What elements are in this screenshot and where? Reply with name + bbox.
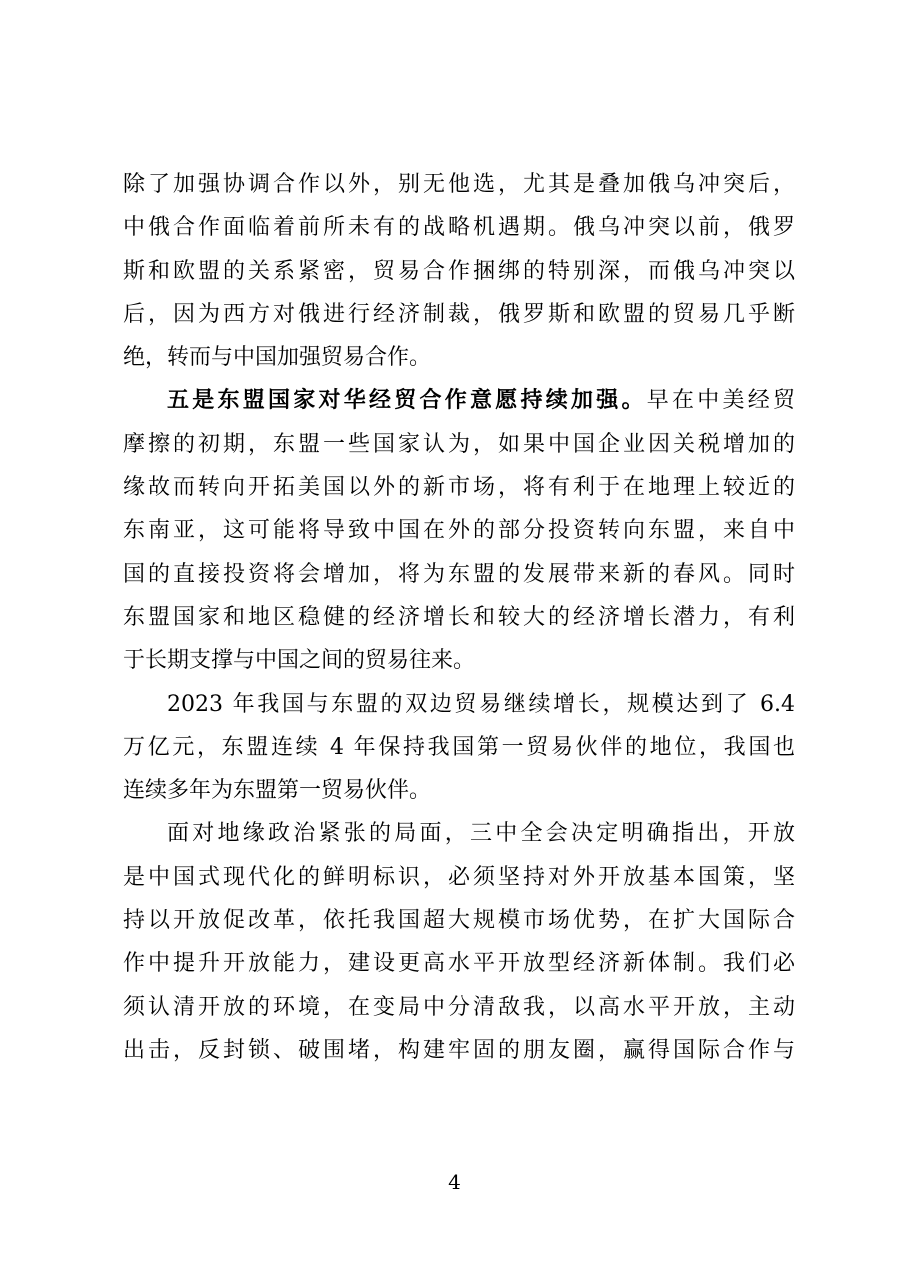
paragraph-line: 除了加强协调合作以外，别无他选，尤其是叠加俄乌冲突后， xyxy=(123,172,795,197)
paragraph-line: 中俄合作面临着前所未有的战略机遇期。俄乌冲突以前，俄罗 xyxy=(123,215,795,241)
paragraph-line xyxy=(123,379,795,422)
section-heading: 五是东盟国家对华经贸合作意愿持续加强。 xyxy=(167,387,647,414)
paragraph-line: 出击，反封锁、破围堵，构建牢固的朋友圈，赢得国际合作与 xyxy=(123,1037,795,1063)
page-number: 4 xyxy=(448,1170,461,1194)
paragraph-line: 于长期支撑与中国之间的贸易往来。 xyxy=(123,648,476,674)
paragraph-line: 面对地缘政治紧张的局面，三中全会决定明确指出，开放 xyxy=(167,821,795,847)
paragraph-line: 后，因为西方对俄进行经济制裁，俄罗斯和欧盟的贸易几乎断 xyxy=(123,301,795,327)
paragraph-line: 连续多年为东盟第一贸易伙伴。 xyxy=(123,778,432,804)
paragraph-line: 斯和欧盟的关系紧密，贸易合作捆绑的特别深，而俄乌冲突以 xyxy=(123,258,795,284)
paragraph-line: 绝，转而与中国加强贸易合作。 xyxy=(123,345,432,371)
paragraph-line: 东南亚，这可能将导致中国在外的部分投资转向东盟，来自中 xyxy=(123,518,795,544)
paragraph-line: 须认清开放的环境，在变局中分清敌我，以高水平开放，主动 xyxy=(123,994,795,1020)
paragraph-line: 持以开放促改革，依托我国超大规模市场优势，在扩大国际合 xyxy=(123,908,795,934)
paragraph-line: 2023 年我国与东盟的双边贸易继续增长，规模达到了 6.4 xyxy=(167,691,795,717)
paragraph-line: 国的直接投资将会增加，将为东盟的发展带来新的春风。同时 xyxy=(123,561,795,587)
paragraph-line: 摩擦的初期，东盟一些国家认为，如果中国企业因关税增加的 xyxy=(123,431,795,457)
paragraph-line: 万亿元，东盟连续 4 年保持我国第一贸易伙伴的地位，我国也 xyxy=(123,734,795,760)
paragraph-line: 是中国式现代化的鲜明标识，必须坚持对外开放基本国策，坚 xyxy=(123,864,795,890)
paragraph-text: 早在中美经贸 xyxy=(646,388,795,414)
paragraph-line: 作中提升开放能力，建设更高水平开放型经济新体制。我们必 xyxy=(123,951,795,977)
paragraph-line: 缘故而转向开拓美国以外的新市场，将有利于在地理上较近的 xyxy=(123,475,795,501)
body-text xyxy=(123,163,795,1072)
paragraph-line: 东盟国家和地区稳健的经济增长和较大的经济增长潜力，有利 xyxy=(123,604,795,630)
